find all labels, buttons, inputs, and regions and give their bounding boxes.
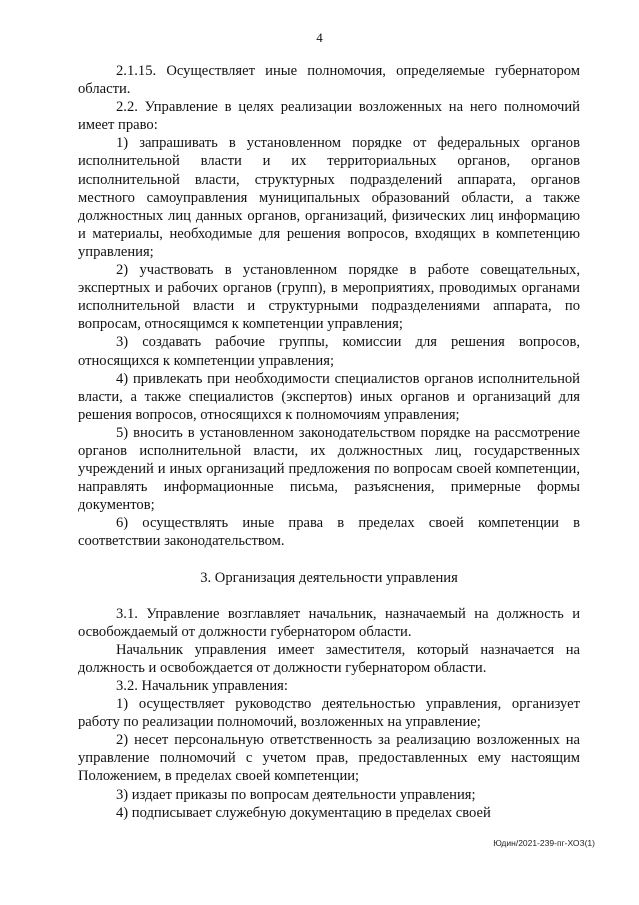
- spacer: [78, 587, 580, 605]
- list-item-right-6: 6) осуществлять иные права в пределах своей компетенции в соответствии законодательством.: [78, 515, 580, 550]
- list-item-right-2: 2) участвовать в установленном порядке в работе совещательных, экспертных и рабочих органов (групп), в мероприятиях, проводимых органами исполнительной власти и структурными подразделениями аппарата, по вопросам, относящимся к компетенции управления;: [78, 262, 580, 333]
- page-number: 4: [316, 30, 323, 45]
- paragraph-deputy: Начальник управления имеет заместителя, который назначается на должность и освобождается от должности губернатором области.: [78, 641, 580, 676]
- paragraph-3-2: 3.2. Начальник управления:: [116, 678, 288, 694]
- list-item-head-3: 3) издает приказы по вопросам деятельности управления;: [116, 786, 476, 803]
- paragraph-2-2: 2.2. Управление в целях реализации возложенных на него полномочий имеет право:: [78, 99, 580, 134]
- list-item-right-5: 5) вносить в установленном законодательством порядке на рассмотрение органов исполнительной власти, их должностных лиц, государственных учреждений и иных организаций предложения по вопросам своей компетенции, направлять информационные письма, разъяснения, примерные формы документов;: [78, 424, 580, 514]
- section-heading: 3. Организация деятельности управления: [200, 569, 458, 586]
- list-item-right-3: 3) создавать рабочие группы, комиссии для решения вопросов, относящихся к компетенции управления;: [78, 334, 580, 369]
- document-code: Юдин/2021-239-пг-ХОЗ(1): [493, 838, 595, 848]
- list-item-right-1: 1) запрашивать в установленном порядке от федеральных органов исполнительной власти и их территориальных органов, органов исполнительной власти, структурных подразделений аппарата, органов местного самоуправления муниципальных образований области, а также должностных лиц данных органов, организаций, физических лиц информацию и материалы, необходимые для решения вопросов, входящих в компетенцию управления;: [78, 135, 580, 260]
- document-body: [78, 62, 580, 822]
- list-item-head-2: 2) несет персональную ответственность за реализацию возложенных на управление полномочий с учетом прав, предоставленных ему настоящим Положением, в пределах своей компетенции;: [78, 732, 580, 785]
- list-item-right-4: 4) привлекать при необходимости специалистов органов исполнительной власти, а также специалистов (экспертов) иных органов и организаций для решения вопросов, относящихся к полномочиям управления;: [78, 370, 580, 423]
- spacer: [78, 551, 580, 569]
- paragraph-3-1: 3.1. Управление возглавляет начальник, назначаемый на должность и освобождаемый от должности губернатором области.: [78, 605, 580, 640]
- paragraph-2-1-15: 2.1.15. Осуществляет иные полномочия, определяемые губернатором области.: [78, 63, 580, 98]
- list-item-head-4: 4) подписывает служебную документацию в пределах своей: [116, 804, 491, 821]
- list-item-head-1: 1) осуществляет руководство деятельностью управления, организует работу по реализации полномочий, возложенных на управление;: [78, 696, 580, 731]
